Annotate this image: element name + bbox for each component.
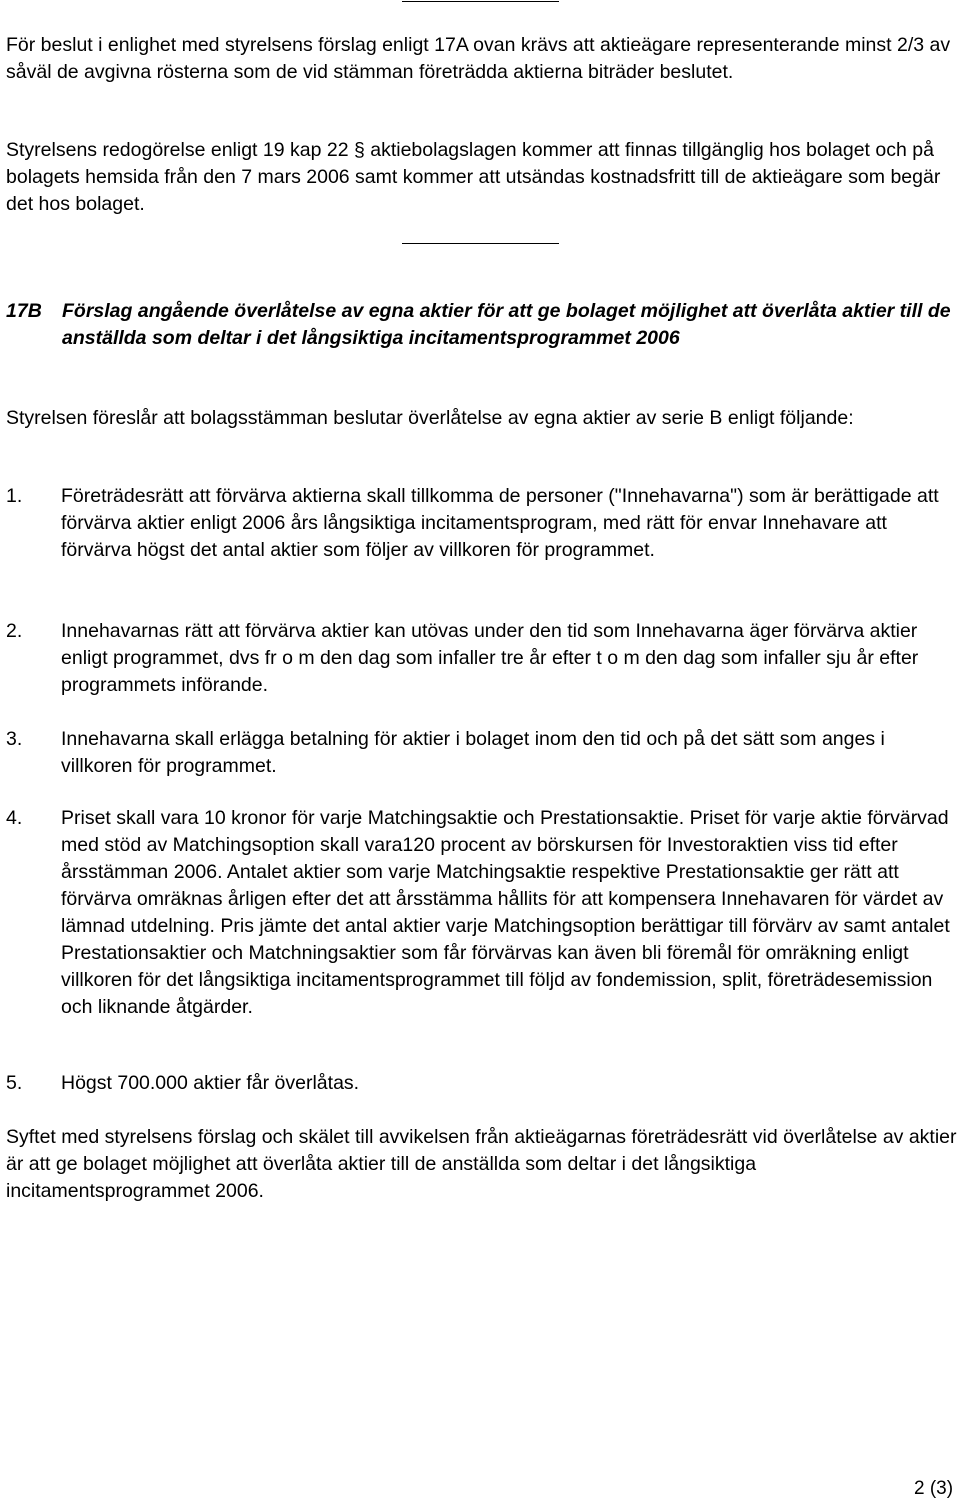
list-item-text: Innehavarnas rätt att förvärva aktier kan utövas under den tid som Innehavarna äger förvärva aktier enligt programmet, dvs fr o m den dag som infaller tre år efter t o m den dag som infaller sju år efter programmets införande.	[61, 620, 919, 696]
separator-line-top	[402, 1, 559, 2]
list-item-text: Högst 700.000 aktier får överlåtas.	[61, 1072, 360, 1094]
page-number: 2 (3)	[914, 1478, 954, 1499]
list-item	[6, 483, 958, 564]
separator-line-middle	[402, 243, 559, 244]
paragraph-board-proposal: Styrelsen föreslår att bolagsstämman beslutar överlåtelse av egna aktier av serie B enligt följande:	[6, 407, 854, 429]
list-item	[6, 618, 958, 699]
list-item-number: 2.	[6, 620, 23, 642]
paragraph-majority-requirement: För beslut i enlighet med styrelsens förslag enligt 17A ovan krävs att aktieägare representerande minst 2/3 av såväl de avgivna rösterna som de vid stämman företrädda aktierna biträder beslutet.	[6, 34, 951, 83]
paragraph-purpose: Syftet med styrelsens förslag och skälet till avvikelsen från aktieägarnas företrädesrätt vid överlåtelse av aktier är att ge bolaget möjlighet att överlåta aktier till de anställda som deltar i det långsiktiga incitamentsprogrammet 2006.	[6, 1126, 957, 1202]
list-item	[6, 1070, 958, 1097]
paragraph-board-statement: Styrelsens redogörelse enligt 19 kap 22 § aktiebolagslagen kommer att finnas tillgänglig hos bolaget och på bolagets hemsida från den 7 mars 2006 samt kommer att utsändas kostnadsfritt till de aktieägare som begär det hos bolaget.	[6, 139, 941, 215]
list-item-number: 4.	[6, 807, 23, 829]
list-item	[6, 726, 958, 780]
section-number: 17B	[6, 300, 42, 322]
list-item-number: 5.	[6, 1072, 23, 1094]
section-heading-17b	[6, 298, 958, 352]
list-item-number: 3.	[6, 728, 23, 750]
list-item-text: Innehavarna skall erlägga betalning för aktier i bolaget inom den tid och på det sätt som anges i villkoren för programmet.	[61, 728, 885, 777]
list-item-number: 1.	[6, 485, 23, 507]
list-item-text: Företrädesrätt att förvärva aktierna skall tillkomma de personer ("Innehavarna") som är berättigade att förvärva aktier enligt 2006 års långsiktiga incitamentsprogram, med rätt för envar Innehavare att förvärva högst det antal aktier som följer av villkoren för programmet.	[61, 485, 939, 561]
list-item	[6, 805, 958, 1021]
list-item-text: Priset skall vara 10 kronor för varje Matchingsaktie och Prestationsaktie. Priset för varje aktie förvärvad med stöd av Matchingsoption skall vara120 procent av börskursen för Investoraktien viss tid efter årsstämman 2006. Antalet aktier som varje Matchingsaktie respektive Prestationsaktie ger rätt att förvärva omräknas årligen efter det att årsstämma hållits för att kompensera Innehavaren för värdet av lämnad utdelning. Pris jämte det antal aktier varje Matchingsoption berättigar till förvärv av samt antalet Prestationsaktier och Matchningsaktier som får förvärvas kan även bli föremål för omräkning enligt villkoren för det långsiktiga incitamentsprogrammet till följd av fondemission, split, företrädesemission och liknande åtgärder.	[61, 807, 950, 1018]
section-title: Förslag angående överlåtelse av egna aktier för att ge bolaget möjlighet att överlåta aktier till de anställda som deltar i det långsiktiga incitamentsprogrammet 2006	[62, 300, 951, 349]
